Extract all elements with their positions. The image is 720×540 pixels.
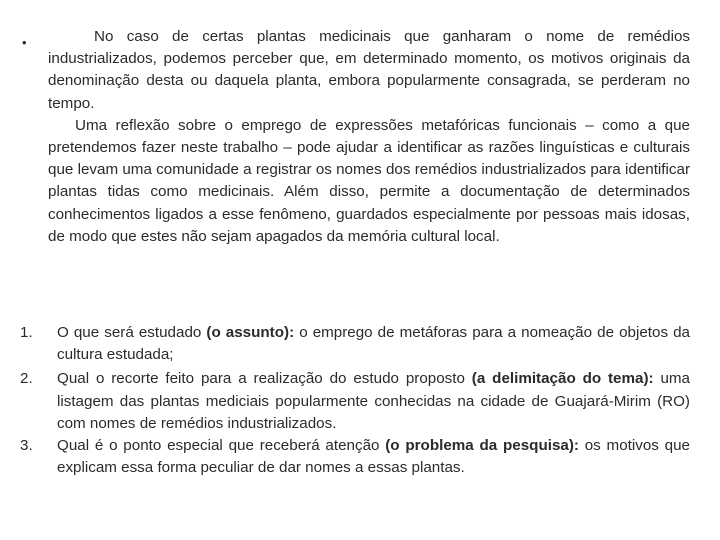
- list-number: 3.: [20, 437, 33, 455]
- list-number: 2.: [20, 370, 33, 388]
- intro-paragraph-2: Uma reflexão sobre o emprego de expressões metafóricas funcionais – como a que pretendemos fazer neste trabalho – pode ajudar a identificar as razões linguísticas e culturais que levam uma comunidade a registrar os nomes dos remédios industrializados para identificar plantas tidas como medicinais. Além disso, permite a documentação de determinados conhecimentos ligados a esse fenômeno, guardados especialmente por pessoas mais idosas, de modo que estes não sejam apagados da memória cultural local.: [48, 116, 690, 245]
- bullet-marker: •: [22, 35, 27, 50]
- list-item: [20, 368, 690, 435]
- list-item-text: Qual o recorte feito para a realização do estudo proposto: [57, 370, 472, 388]
- list-item: [20, 322, 690, 366]
- list-item-text: os motivos que explicam essa forma peculiar de dar nomes a essas plantas.: [57, 437, 690, 477]
- list-item-text: o emprego de metáforas para a nomeação de objetos da cultura estudada;: [57, 324, 690, 364]
- intro-paragraph-1: No caso de certas plantas medicinais que ganharam o nome de remédios industrializados, podemos perceber que, em determinado momento, os motivos originais da denominação desta ou daquela planta, embora popularmente consagrada, se perderam no tempo.: [48, 28, 690, 112]
- numbered-list: [20, 322, 690, 479]
- list-item-highlight: (o problema da pesquisa):: [385, 437, 579, 455]
- list-item-text: Qual é o ponto especial que receberá atenção: [57, 437, 386, 455]
- list-item-text: O que será estudado: [57, 324, 207, 341]
- list-number: 1.: [20, 324, 33, 341]
- list-item-text: uma listagem das plantas mediciais popularmente conhecidas na cidade de Guajará-Mirim (RO) com nomes de remédios industrializados.: [57, 370, 690, 432]
- list-item: [20, 435, 690, 479]
- intro-text: [48, 26, 690, 248]
- list-item-highlight: (a delimitação do tema):: [471, 370, 654, 388]
- list-item-highlight: (o assunto):: [206, 324, 295, 341]
